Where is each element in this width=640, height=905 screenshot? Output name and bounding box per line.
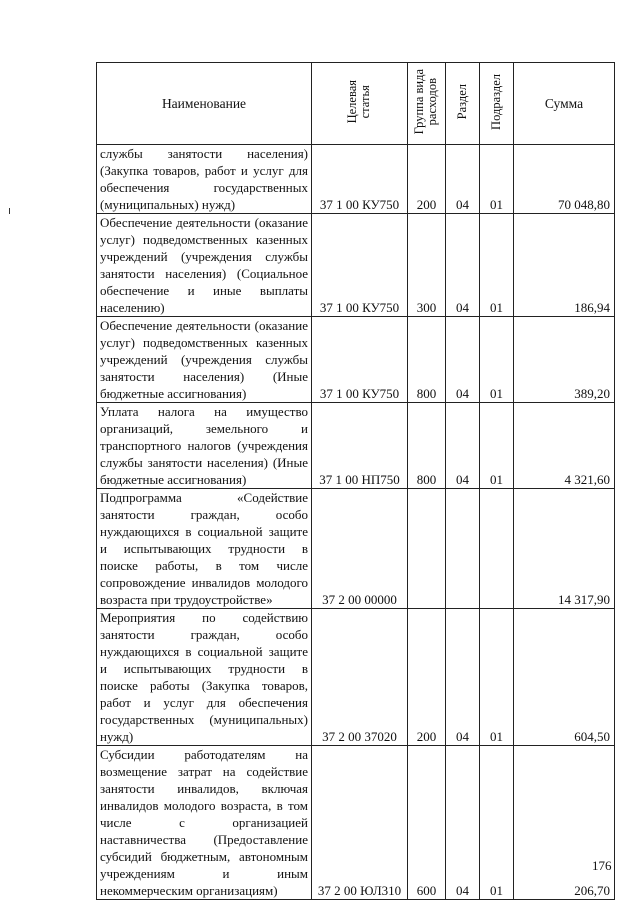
row-name: Субсидии работодателям на возмещение затрат на содействие занятости инвалидов, включая инвалидов молодого возраста, в том числе с организацией наставничества (Предоставление субсидий бюджетным, автономным учреждениям и иным некоммерческим организациям) bbox=[97, 746, 312, 900]
row-article: 37 2 00 37020 bbox=[312, 609, 408, 746]
column-header-name: Наименование bbox=[97, 63, 312, 145]
row-section: 04 bbox=[446, 214, 480, 317]
table-row bbox=[97, 489, 615, 609]
row-subsection: 01 bbox=[480, 317, 514, 403]
margin-mark bbox=[9, 208, 10, 214]
column-header-group bbox=[408, 63, 446, 145]
row-article: 37 1 00 КУ750 bbox=[312, 145, 408, 214]
table-row bbox=[97, 746, 615, 900]
row-group: 800 bbox=[408, 317, 446, 403]
column-header-article bbox=[312, 63, 408, 145]
row-sum: 4 321,60 bbox=[514, 403, 615, 489]
row-group bbox=[408, 489, 446, 609]
row-article: 37 2 00 00000 bbox=[312, 489, 408, 609]
row-subsection: 01 bbox=[480, 403, 514, 489]
row-section bbox=[446, 489, 480, 609]
row-name: службы занятости населения) (Закупка товаров, работ и услуг для обеспечения государственных (муниципальных) нужд) bbox=[97, 145, 312, 214]
row-group: 200 bbox=[408, 145, 446, 214]
column-header-sum: Сумма bbox=[514, 63, 615, 145]
row-sum: 604,50 bbox=[514, 609, 615, 746]
row-name: Обеспечение деятельности (оказание услуг) подведомственных казенных учреждений (учреждения службы занятости населения) (Иные бюджетные ассигнования) bbox=[97, 317, 312, 403]
table-row bbox=[97, 317, 615, 403]
row-subsection: 01 bbox=[480, 609, 514, 746]
row-section: 04 bbox=[446, 403, 480, 489]
page-number: 176 bbox=[592, 858, 612, 873]
section-header-text: Раздел bbox=[454, 83, 469, 120]
row-sum: 389,20 bbox=[514, 317, 615, 403]
table-body bbox=[97, 145, 615, 900]
row-sum: 206,70 bbox=[514, 746, 615, 900]
row-article: 37 1 00 КУ750 bbox=[312, 317, 408, 403]
row-group: 200 bbox=[408, 609, 446, 746]
row-group: 800 bbox=[408, 403, 446, 489]
row-sum: 14 317,90 bbox=[514, 489, 615, 609]
table-row bbox=[97, 403, 615, 489]
row-article: 37 1 00 НП750 bbox=[312, 403, 408, 489]
table-row bbox=[97, 609, 615, 746]
row-name: Обеспечение деятельности (оказание услуг) подведомственных казенных учреждений (учреждения службы занятости населения) (Социальное обеспечение и иные выплаты населению) bbox=[97, 214, 312, 317]
article-header-text: Целевая статья bbox=[345, 79, 373, 124]
row-name: Подпрограмма «Содействие занятости граждан, особо нуждающихся в социальной защите и испытывающих трудности в поиске работы, в том числе сопровождение инвалидов молодого возраста при трудоустройстве» bbox=[97, 489, 312, 609]
row-subsection: 01 bbox=[480, 214, 514, 317]
group-header-text: Группа вида расходов bbox=[412, 68, 440, 135]
row-section: 04 bbox=[446, 609, 480, 746]
row-group: 600 bbox=[408, 746, 446, 900]
table-row bbox=[97, 145, 615, 214]
row-sum: 186,94 bbox=[514, 214, 615, 317]
column-header-subsection bbox=[480, 63, 514, 145]
row-subsection: 01 bbox=[480, 746, 514, 900]
row-section: 04 bbox=[446, 145, 480, 214]
row-article: 37 1 00 КУ750 bbox=[312, 214, 408, 317]
row-subsection bbox=[480, 489, 514, 609]
budget-table bbox=[96, 62, 615, 900]
row-section: 04 bbox=[446, 317, 480, 403]
column-header-section bbox=[446, 63, 480, 145]
row-name: Уплата налога на имущество организаций, земельного и транспортного налогов (учреждения службы занятости населения) (Иные бюджетные ассигнования) bbox=[97, 403, 312, 489]
row-subsection: 01 bbox=[480, 145, 514, 214]
row-name: Мероприятия по содействию занятости граждан, особо нуждающихся в социальной защите и испытывающих трудности в поиске работы (Закупка товаров, работ и услуг для обеспечения государственных (муниципальных) нужд) bbox=[97, 609, 312, 746]
row-group: 300 bbox=[408, 214, 446, 317]
row-section: 04 bbox=[446, 746, 480, 900]
row-article: 37 2 00 ЮЛ310 bbox=[312, 746, 408, 900]
table-header bbox=[97, 63, 615, 145]
row-sum: 70 048,80 bbox=[514, 145, 615, 214]
table-row bbox=[97, 214, 615, 317]
subsection-header-text: Подраздел bbox=[488, 73, 503, 130]
